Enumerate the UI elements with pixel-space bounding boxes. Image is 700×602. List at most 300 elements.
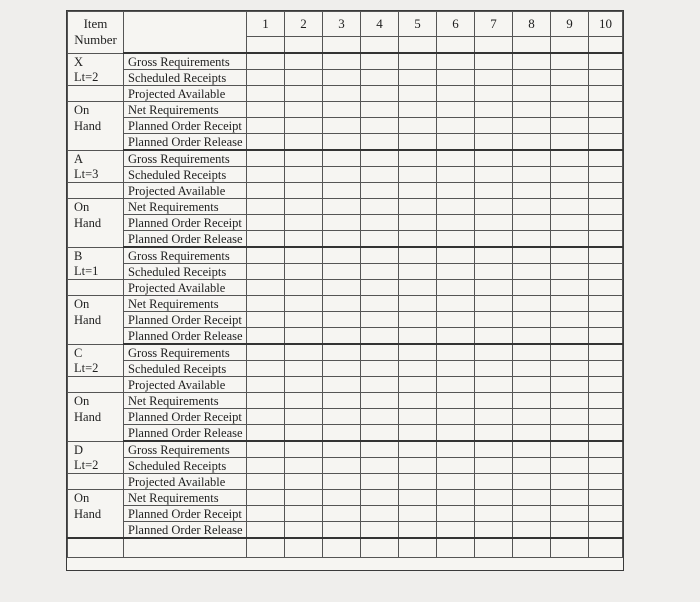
period-cell[interactable] [247,215,285,231]
period-cell[interactable] [513,231,551,248]
period-cell[interactable] [589,474,623,490]
period-cell[interactable] [437,377,475,393]
period-cell[interactable] [285,393,323,409]
period-cell[interactable] [551,344,589,361]
period-cell[interactable] [437,458,475,474]
period-cell[interactable] [247,522,285,539]
period-cell[interactable] [399,183,437,199]
period-cell[interactable] [361,86,399,102]
period-cell[interactable] [475,264,513,280]
period-cell[interactable] [399,344,437,361]
period-cell[interactable] [589,134,623,151]
period-cell[interactable] [437,344,475,361]
period-cell[interactable] [589,361,623,377]
period-cell[interactable] [551,53,589,70]
period-cell[interactable] [513,86,551,102]
period-cell[interactable] [551,409,589,425]
period-cell[interactable] [437,474,475,490]
period-cell[interactable] [247,441,285,458]
period-cell[interactable] [399,199,437,215]
period-cell[interactable] [437,118,475,134]
period-cell[interactable] [323,183,361,199]
period-cell[interactable] [589,377,623,393]
period-cell[interactable] [475,53,513,70]
period-cell[interactable] [551,393,589,409]
period-cell[interactable] [399,264,437,280]
period-cell[interactable] [437,522,475,539]
period-cell[interactable] [551,102,589,118]
period-cell[interactable] [361,377,399,393]
period-cell[interactable] [361,328,399,345]
period-cell[interactable] [285,458,323,474]
period-cell[interactable] [437,280,475,296]
period-cell[interactable] [437,506,475,522]
period-cell[interactable] [285,53,323,70]
period-cell[interactable] [285,296,323,312]
period-cell[interactable] [285,134,323,151]
period-cell[interactable] [437,312,475,328]
period-cell[interactable] [475,490,513,506]
period-cell[interactable] [551,134,589,151]
period-cell[interactable] [513,150,551,167]
period-cell[interactable] [361,522,399,539]
period-cell[interactable] [475,183,513,199]
period-cell[interactable] [247,86,285,102]
period-cell[interactable] [399,409,437,425]
period-cell[interactable] [247,409,285,425]
period-cell[interactable] [247,70,285,86]
period-cell[interactable] [285,377,323,393]
period-cell[interactable] [551,506,589,522]
period-cell[interactable] [551,522,589,539]
period-cell[interactable] [323,70,361,86]
period-cell[interactable] [323,150,361,167]
period-cell[interactable] [399,167,437,183]
period-cell[interactable] [247,377,285,393]
period-cell[interactable] [589,425,623,442]
period-cell[interactable] [589,506,623,522]
period-cell[interactable] [323,296,361,312]
period-cell[interactable] [399,53,437,70]
period-cell[interactable] [475,522,513,539]
period-cell[interactable] [399,280,437,296]
period-cell[interactable] [589,86,623,102]
period-cell[interactable] [589,102,623,118]
period-cell[interactable] [285,70,323,86]
period-cell[interactable] [513,70,551,86]
period-cell[interactable] [399,118,437,134]
period-cell[interactable] [323,474,361,490]
period-cell[interactable] [399,86,437,102]
period-cell[interactable] [285,361,323,377]
period-cell[interactable] [361,264,399,280]
period-cell[interactable] [399,70,437,86]
period-cell[interactable] [551,312,589,328]
period-cell[interactable] [437,167,475,183]
period-cell[interactable] [361,215,399,231]
period-cell[interactable] [399,490,437,506]
period-cell[interactable] [247,102,285,118]
period-cell[interactable] [361,409,399,425]
period-cell[interactable] [589,328,623,345]
period-cell[interactable] [399,102,437,118]
period-cell[interactable] [285,167,323,183]
period-cell[interactable] [589,53,623,70]
period-cell[interactable] [323,86,361,102]
period-cell[interactable] [513,506,551,522]
period-cell[interactable] [437,393,475,409]
period-cell[interactable] [361,344,399,361]
period-cell[interactable] [285,506,323,522]
period-cell[interactable] [361,118,399,134]
period-cell[interactable] [551,231,589,248]
period-cell[interactable] [513,312,551,328]
period-cell[interactable] [399,247,437,264]
period-cell[interactable] [589,458,623,474]
period-cell[interactable] [247,167,285,183]
period-cell[interactable] [247,506,285,522]
period-cell[interactable] [361,393,399,409]
period-cell[interactable] [589,183,623,199]
period-cell[interactable] [247,264,285,280]
period-cell[interactable] [551,183,589,199]
period-cell[interactable] [551,150,589,167]
period-cell[interactable] [323,312,361,328]
period-cell[interactable] [437,490,475,506]
period-cell[interactable] [589,70,623,86]
period-cell[interactable] [399,393,437,409]
period-cell[interactable] [589,441,623,458]
period-cell[interactable] [513,344,551,361]
period-cell[interactable] [323,425,361,442]
period-cell[interactable] [361,150,399,167]
period-cell[interactable] [399,215,437,231]
period-cell[interactable] [323,393,361,409]
period-cell[interactable] [475,102,513,118]
period-cell[interactable] [361,296,399,312]
period-cell[interactable] [475,393,513,409]
period-cell[interactable] [551,425,589,442]
period-cell[interactable] [551,474,589,490]
period-cell[interactable] [285,150,323,167]
period-cell[interactable] [437,328,475,345]
period-cell[interactable] [361,425,399,442]
period-cell[interactable] [247,393,285,409]
period-cell[interactable] [551,199,589,215]
period-cell[interactable] [589,409,623,425]
period-cell[interactable] [475,344,513,361]
period-cell[interactable] [323,215,361,231]
period-cell[interactable] [399,441,437,458]
period-cell[interactable] [247,490,285,506]
period-cell[interactable] [323,167,361,183]
period-cell[interactable] [513,280,551,296]
period-cell[interactable] [285,86,323,102]
period-cell[interactable] [437,409,475,425]
period-cell[interactable] [475,167,513,183]
period-cell[interactable] [285,280,323,296]
period-cell[interactable] [437,70,475,86]
period-cell[interactable] [589,312,623,328]
period-cell[interactable] [285,215,323,231]
period-cell[interactable] [475,150,513,167]
period-cell[interactable] [513,361,551,377]
period-cell[interactable] [323,53,361,70]
period-cell[interactable] [323,199,361,215]
period-cell[interactable] [513,53,551,70]
period-cell[interactable] [323,247,361,264]
period-cell[interactable] [589,247,623,264]
period-cell[interactable] [285,441,323,458]
period-cell[interactable] [399,361,437,377]
period-cell[interactable] [399,150,437,167]
period-cell[interactable] [361,231,399,248]
period-cell[interactable] [437,296,475,312]
period-cell[interactable] [361,70,399,86]
period-cell[interactable] [323,328,361,345]
period-cell[interactable] [361,474,399,490]
period-cell[interactable] [285,102,323,118]
period-cell[interactable] [437,231,475,248]
period-cell[interactable] [475,280,513,296]
period-cell[interactable] [361,312,399,328]
period-cell[interactable] [475,70,513,86]
period-cell[interactable] [361,199,399,215]
period-cell[interactable] [323,134,361,151]
period-cell[interactable] [513,296,551,312]
period-cell[interactable] [551,441,589,458]
period-cell[interactable] [323,264,361,280]
period-cell[interactable] [247,344,285,361]
period-cell[interactable] [323,102,361,118]
period-cell[interactable] [361,167,399,183]
period-cell[interactable] [361,490,399,506]
period-cell[interactable] [475,86,513,102]
period-cell[interactable] [513,102,551,118]
period-cell[interactable] [323,458,361,474]
period-cell[interactable] [513,199,551,215]
period-cell[interactable] [475,506,513,522]
period-cell[interactable] [475,409,513,425]
period-cell[interactable] [285,409,323,425]
period-cell[interactable] [399,377,437,393]
period-cell[interactable] [589,150,623,167]
period-cell[interactable] [285,118,323,134]
period-cell[interactable] [437,150,475,167]
period-cell[interactable] [399,328,437,345]
period-cell[interactable] [285,183,323,199]
period-cell[interactable] [247,328,285,345]
period-cell[interactable] [437,183,475,199]
period-cell[interactable] [589,231,623,248]
period-cell[interactable] [551,328,589,345]
period-cell[interactable] [475,312,513,328]
period-cell[interactable] [551,280,589,296]
period-cell[interactable] [285,247,323,264]
period-cell[interactable] [551,458,589,474]
period-cell[interactable] [551,264,589,280]
period-cell[interactable] [399,522,437,539]
period-cell[interactable] [513,167,551,183]
period-cell[interactable] [323,231,361,248]
period-cell[interactable] [437,215,475,231]
period-cell[interactable] [551,296,589,312]
period-cell[interactable] [247,247,285,264]
period-cell[interactable] [551,167,589,183]
period-cell[interactable] [513,118,551,134]
period-cell[interactable] [475,231,513,248]
period-cell[interactable] [437,102,475,118]
period-cell[interactable] [513,474,551,490]
period-cell[interactable] [551,118,589,134]
period-cell[interactable] [475,199,513,215]
period-cell[interactable] [475,247,513,264]
period-cell[interactable] [551,377,589,393]
period-cell[interactable] [437,134,475,151]
period-cell[interactable] [247,296,285,312]
period-cell[interactable] [323,490,361,506]
period-cell[interactable] [361,441,399,458]
period-cell[interactable] [323,118,361,134]
period-cell[interactable] [437,441,475,458]
period-cell[interactable] [323,506,361,522]
period-cell[interactable] [475,377,513,393]
period-cell[interactable] [551,490,589,506]
period-cell[interactable] [589,118,623,134]
period-cell[interactable] [475,458,513,474]
period-cell[interactable] [285,199,323,215]
period-cell[interactable] [247,231,285,248]
period-cell[interactable] [589,280,623,296]
period-cell[interactable] [589,490,623,506]
period-cell[interactable] [247,361,285,377]
period-cell[interactable] [323,280,361,296]
period-cell[interactable] [589,215,623,231]
period-cell[interactable] [247,312,285,328]
period-cell[interactable] [437,247,475,264]
period-cell[interactable] [399,458,437,474]
period-cell[interactable] [589,522,623,539]
period-cell[interactable] [285,264,323,280]
period-cell[interactable] [589,199,623,215]
period-cell[interactable] [247,474,285,490]
period-cell[interactable] [399,425,437,442]
period-cell[interactable] [589,296,623,312]
period-cell[interactable] [361,102,399,118]
period-cell[interactable] [475,425,513,442]
period-cell[interactable] [589,264,623,280]
period-cell[interactable] [285,231,323,248]
period-cell[interactable] [285,474,323,490]
period-cell[interactable] [247,183,285,199]
period-cell[interactable] [437,86,475,102]
period-cell[interactable] [551,86,589,102]
period-cell[interactable] [475,474,513,490]
period-cell[interactable] [513,215,551,231]
period-cell[interactable] [513,393,551,409]
period-cell[interactable] [247,425,285,442]
period-cell[interactable] [475,441,513,458]
period-cell[interactable] [361,183,399,199]
period-cell[interactable] [361,247,399,264]
period-cell[interactable] [323,522,361,539]
period-cell[interactable] [361,53,399,70]
period-cell[interactable] [437,425,475,442]
period-cell[interactable] [247,118,285,134]
period-cell[interactable] [589,167,623,183]
period-cell[interactable] [285,328,323,345]
period-cell[interactable] [551,70,589,86]
period-cell[interactable] [399,312,437,328]
period-cell[interactable] [247,280,285,296]
period-cell[interactable] [475,361,513,377]
period-cell[interactable] [399,231,437,248]
period-cell[interactable] [247,458,285,474]
period-cell[interactable] [399,134,437,151]
period-cell[interactable] [513,441,551,458]
period-cell[interactable] [285,425,323,442]
period-cell[interactable] [323,361,361,377]
period-cell[interactable] [513,490,551,506]
period-cell[interactable] [513,328,551,345]
period-cell[interactable] [551,215,589,231]
period-cell[interactable] [399,506,437,522]
period-cell[interactable] [513,183,551,199]
period-cell[interactable] [513,264,551,280]
period-cell[interactable] [513,425,551,442]
period-cell[interactable] [285,312,323,328]
period-cell[interactable] [247,199,285,215]
period-cell[interactable] [399,296,437,312]
period-cell[interactable] [513,377,551,393]
period-cell[interactable] [285,522,323,539]
period-cell[interactable] [285,490,323,506]
period-cell[interactable] [247,150,285,167]
period-cell[interactable] [285,344,323,361]
period-cell[interactable] [551,247,589,264]
period-cell[interactable] [323,441,361,458]
period-cell[interactable] [475,215,513,231]
period-cell[interactable] [589,344,623,361]
period-cell[interactable] [513,134,551,151]
period-cell[interactable] [247,134,285,151]
period-cell[interactable] [361,506,399,522]
period-cell[interactable] [475,134,513,151]
period-cell[interactable] [475,296,513,312]
period-cell[interactable] [513,458,551,474]
period-cell[interactable] [513,247,551,264]
period-cell[interactable] [323,377,361,393]
period-cell[interactable] [361,134,399,151]
period-cell[interactable] [475,328,513,345]
period-cell[interactable] [361,361,399,377]
period-cell[interactable] [361,280,399,296]
period-cell[interactable] [437,53,475,70]
period-cell[interactable] [437,264,475,280]
period-cell[interactable] [551,361,589,377]
period-cell[interactable] [437,199,475,215]
period-cell[interactable] [247,53,285,70]
period-cell[interactable] [475,118,513,134]
period-cell[interactable] [399,474,437,490]
period-cell[interactable] [361,458,399,474]
period-cell[interactable] [323,409,361,425]
period-cell[interactable] [323,344,361,361]
period-cell[interactable] [589,393,623,409]
period-cell[interactable] [437,361,475,377]
period-cell[interactable] [513,522,551,539]
period-cell[interactable] [513,409,551,425]
